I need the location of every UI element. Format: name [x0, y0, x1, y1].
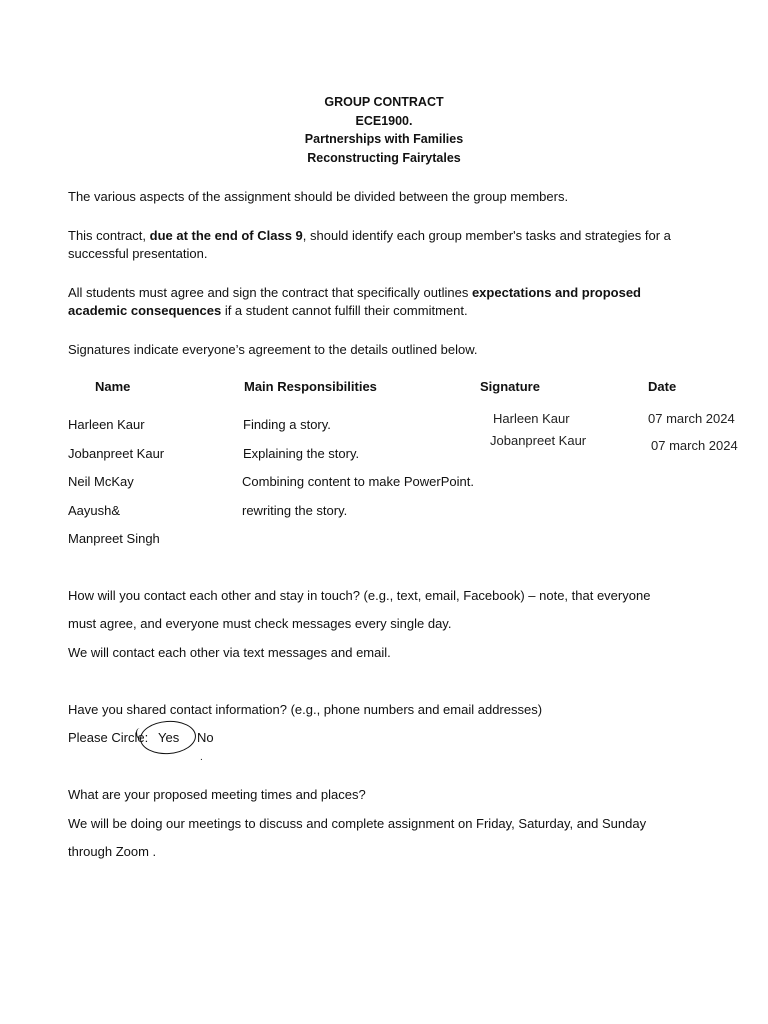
signature-entry: Harleen Kaur [493, 411, 570, 426]
project-title: Reconstructing Fairytales [307, 151, 461, 165]
stray-dot: . [200, 752, 203, 763]
course-code: ECE1900. [355, 114, 413, 128]
yes-option: Yes [158, 730, 180, 745]
circle-prompt: Please Circle: [68, 730, 149, 745]
document-title: GROUP CONTRACT [324, 95, 444, 109]
shared-info-question: Have you shared contact information? (e.g., phone numbers and email addresses) [68, 702, 543, 717]
p3-text-pre: All students must agree and sign the contract that specifically outlines [68, 285, 472, 300]
p2-text-post: , should identify each group member's tasks and strategies for a [302, 228, 671, 243]
meeting-answer-line2: through Zoom . [68, 844, 157, 859]
p3-bold-1: expectations and proposed [471, 285, 641, 300]
p2-text-pre: This contract, [68, 228, 150, 243]
intro-paragraph-3 [68, 285, 641, 300]
meeting-answer-line1: We will be doing our meetings to discuss and complete assignment on Friday, Saturday, and Sunday [68, 816, 647, 831]
hand-drawn-circle [139, 719, 197, 756]
member-name: Jobanpreet Kaur [68, 446, 165, 461]
member-name: Neil McKay [68, 474, 134, 489]
intro-paragraph-2-line2: successful presentation. [68, 246, 208, 261]
contact-question-line2: must agree, and everyone must check messages every single day. [68, 616, 452, 631]
responsibility: Combining content to make PowerPoint. [242, 474, 474, 489]
contact-answer: We will contact each other via text messages and email. [68, 645, 391, 660]
signature-entry: Jobanpreet Kaur [490, 433, 587, 448]
course-subtitle: Partnerships with Families [304, 132, 464, 146]
member-name: Harleen Kaur [68, 417, 145, 432]
contact-question-line1: How will you contact each other and stay in touch? (e.g., text, email, Facebook) – note, that everyone [68, 588, 651, 603]
responsibility: Finding a story. [243, 417, 331, 432]
p3-bold-2: academic consequences [68, 303, 222, 318]
p2-due-date: due at the end of Class 9 [149, 228, 303, 243]
date-entry: 07 march 2024 [651, 438, 738, 453]
date-entry: 07 march 2024 [648, 411, 735, 426]
member-name: Aayush& [68, 503, 121, 518]
responsibility: rewriting the story. [242, 503, 348, 518]
p3-text-post: if a student cannot fulfill their commitment. [221, 303, 468, 318]
intro-paragraph-2 [68, 228, 671, 243]
member-name: Manpreet Singh [68, 531, 160, 546]
header-signature: Signature [480, 379, 540, 394]
header-name: Name [95, 379, 131, 394]
intro-paragraph-1: The various aspects of the assignment should be divided between the group members. [68, 189, 569, 204]
intro-paragraph-3-line2 [68, 303, 468, 318]
responsibility: Explaining the story. [243, 446, 360, 461]
meeting-question: What are your proposed meeting times and places? [68, 787, 366, 802]
intro-paragraph-4: Signatures indicate everyone’s agreement to the details outlined below. [68, 342, 478, 357]
hand-drawn-circle-tail [136, 728, 145, 740]
no-option: No [197, 730, 214, 745]
header-responsibilities: Main Responsibilities [244, 379, 377, 394]
header-date: Date [648, 379, 677, 394]
